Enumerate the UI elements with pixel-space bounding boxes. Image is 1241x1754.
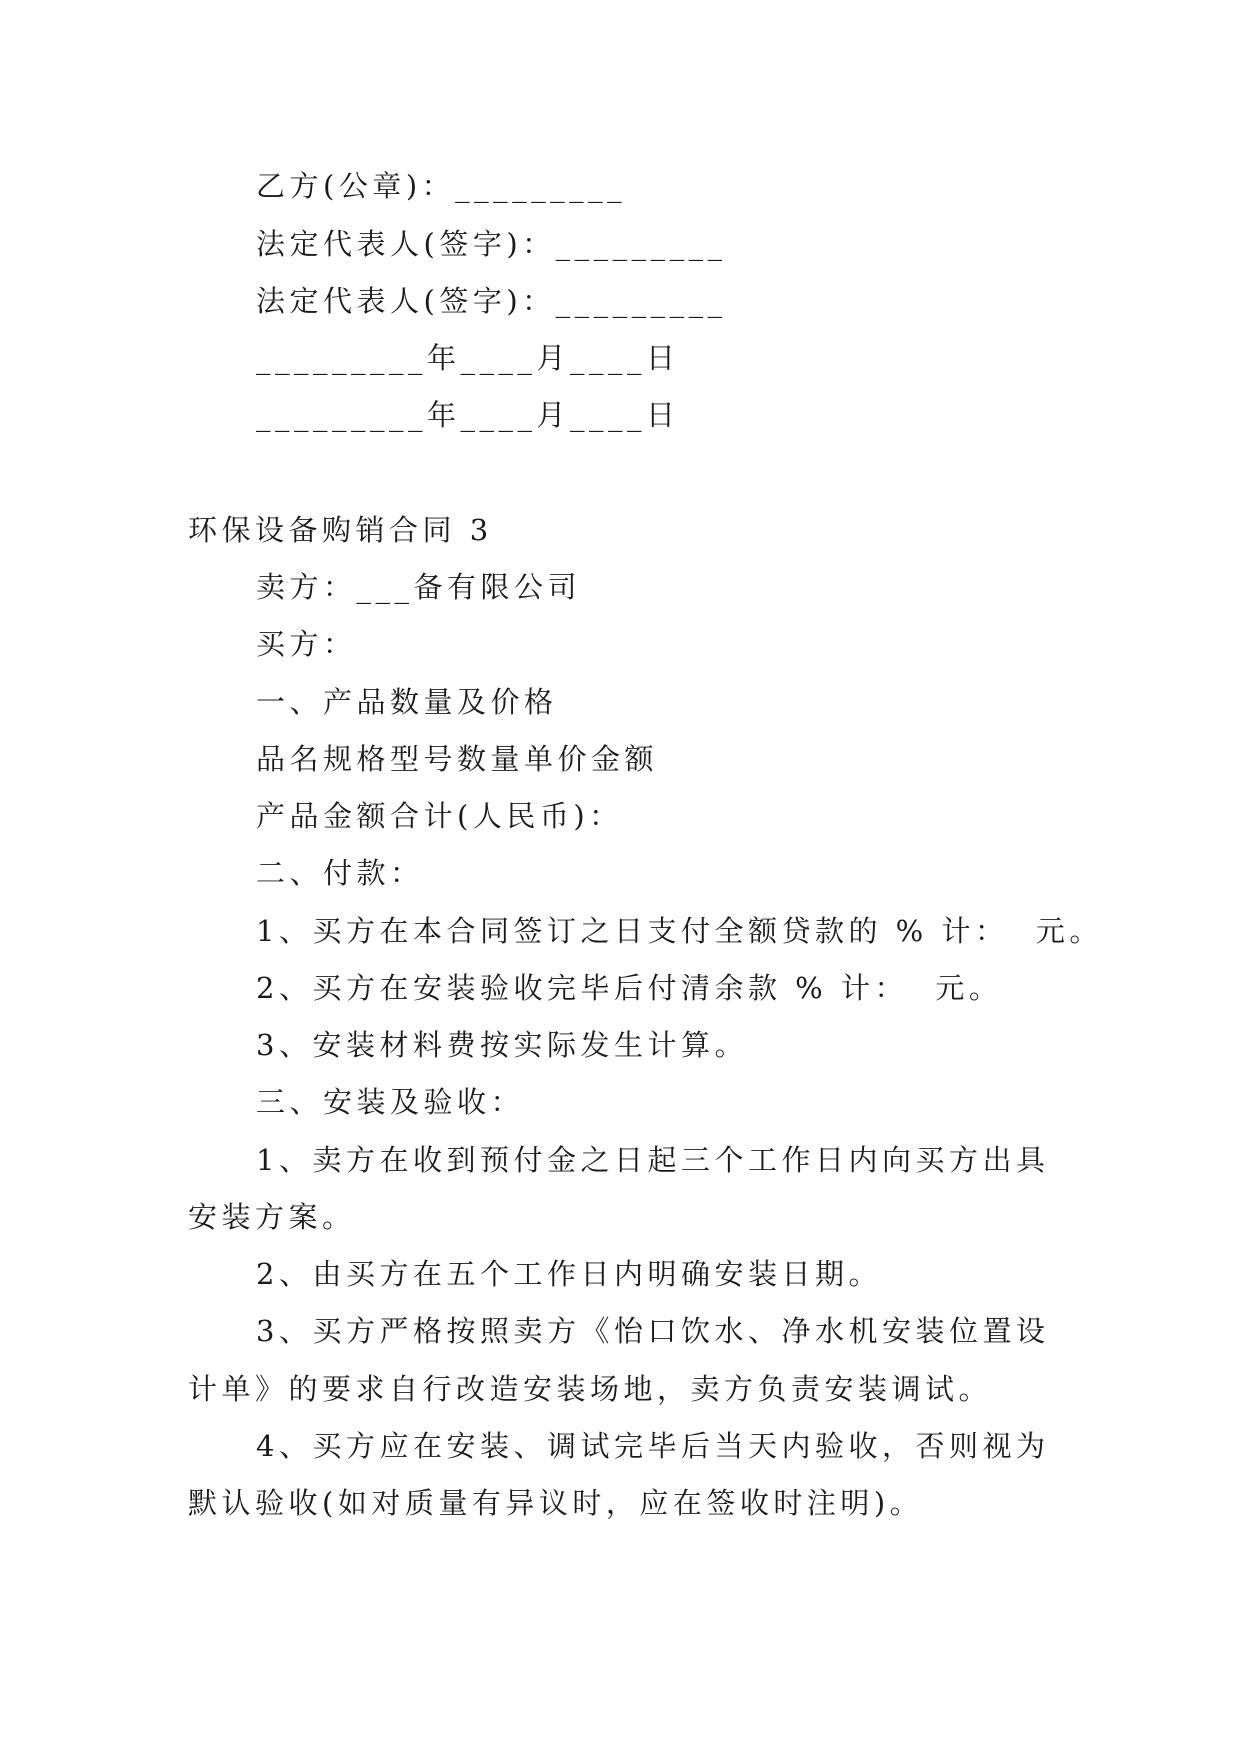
product-total-line: 产品金额合计(人民币)： — [256, 799, 623, 833]
payment-item: 3、安装材料费按实际发生计算。 — [256, 1028, 748, 1062]
contract-title: 环保设备购销合同 3 — [188, 513, 493, 547]
date-line: _________年____月____日 — [256, 398, 680, 432]
payment-item: 1、买方在本合同签订之日支付全额贷款的 % 计： 元。 — [256, 914, 1103, 948]
buyer-line: 买方： — [256, 627, 357, 661]
payment-item: 2、买方在安装验收完毕后付清余款 % 计： 元。 — [256, 971, 1003, 1005]
date-line: _________年____月____日 — [256, 341, 680, 375]
legal-rep-signature-line: 法定代表人(签字)：_________ — [256, 227, 727, 261]
install-item-line: 计单》的要求自行改造安装场地，卖方负责安装调试。 — [188, 1372, 993, 1406]
install-item-line: 2、由买方在五个工作日内明确安装日期。 — [256, 1257, 882, 1291]
legal-rep-signature-line: 法定代表人(签字)：_________ — [256, 284, 727, 318]
install-item-line: 1、卖方在收到预付金之日起三个工作日内向买方出具 — [256, 1143, 1050, 1177]
section-heading: 一、产品数量及价格 — [256, 685, 558, 719]
install-item-line: 4、买方应在安装、调试完毕后当天内验收，否则视为 — [256, 1429, 1050, 1463]
install-item-line: 默认验收(如对质量有异议时，应在签收时注明)。 — [188, 1486, 924, 1520]
section-heading: 二、付款： — [256, 856, 424, 890]
product-columns-line: 品名规格型号数量单价金额 — [256, 742, 659, 776]
party-b-seal-line: 乙方(公章)：_________ — [256, 169, 627, 203]
install-item-line: 安装方案。 — [188, 1200, 356, 1234]
seller-line: 卖方：___备有限公司 — [256, 570, 582, 604]
install-item-line: 3、买方严格按照卖方《怡口饮水、净水机安装位置设 — [256, 1314, 1050, 1348]
section-heading: 三、安装及验收： — [256, 1085, 525, 1119]
